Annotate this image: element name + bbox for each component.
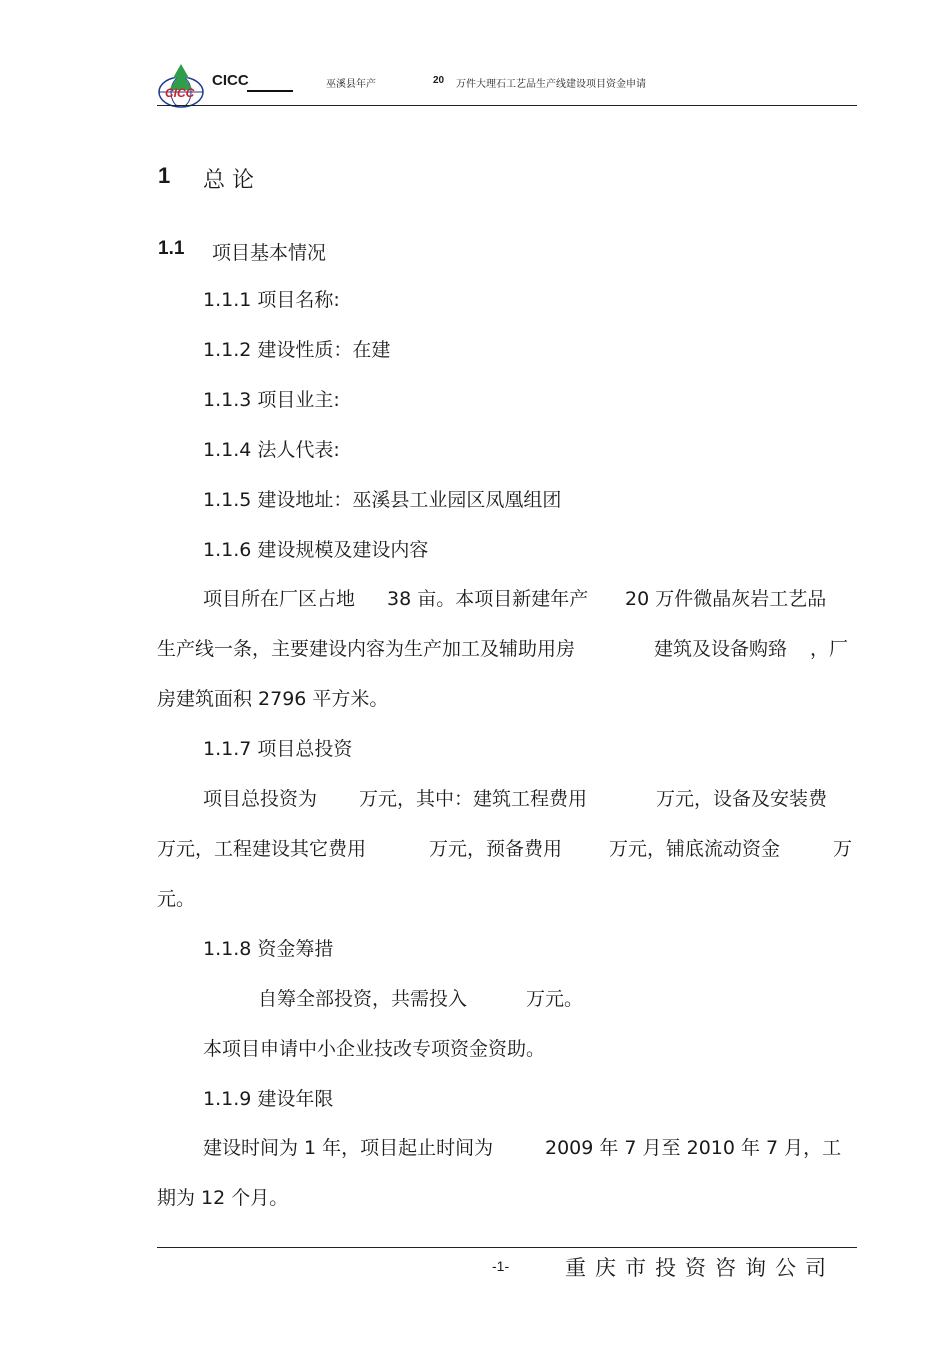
period-line1-b: 2009 年 7 月至 2010 年 7 月，工 <box>545 1137 842 1159</box>
header-title-part2: 万件大理石工艺品生产线建设项目资金申请 <box>456 79 646 90</box>
section-number: 1.1 <box>158 238 185 259</box>
invest-line1-a: 项目总投资为 <box>203 788 318 810</box>
fund-line1-a: 自筹全部投资，共需投入 <box>258 988 468 1010</box>
cicc-logo <box>155 62 211 110</box>
scale-line2-a: 生产线一条，主要建设内容为生产加工及辅助用房 <box>157 638 576 660</box>
scale-line1-a: 项目所在厂区占地 <box>203 588 356 610</box>
chapter-title: 总 论 <box>203 168 254 193</box>
period-line1-a: 建设时间为 1 年，项目起止时间为 <box>203 1137 494 1159</box>
period-line2: 期为 12 个月。 <box>157 1187 289 1209</box>
invest-line2-c: 万元，铺底流动资金 <box>609 838 781 860</box>
item-construction-period: 1.1.9 建设年限 <box>203 1088 334 1110</box>
fund-line2: 本项目申请中小企业技改专项资金资助。 <box>203 1038 546 1060</box>
header-brand: CICC <box>212 72 249 89</box>
page-number: -1- <box>492 1258 510 1274</box>
scale-line1-b: 38 亩。本项目新建年产 <box>387 588 589 610</box>
footer-rule <box>157 1247 857 1248</box>
header-title-part1: 巫溪县年产 <box>326 79 376 90</box>
invest-line2-d: 万 <box>833 838 853 860</box>
item-construction-nature: 1.1.2 建设性质：在建 <box>203 339 391 361</box>
fund-line1-b: 万元。 <box>526 988 584 1010</box>
header-brand-underline <box>247 90 293 92</box>
invest-line2-b: 万元，预备费用 <box>429 838 563 860</box>
header-title-number: 20 <box>433 75 445 86</box>
section-title: 项目基本情况 <box>212 242 327 264</box>
invest-line1-c: 万元，设备及安装费 <box>656 788 828 810</box>
item-legal-representative: 1.1.4 法人代表: <box>203 439 340 461</box>
item-funding: 1.1.8 资金筹措 <box>203 938 334 960</box>
invest-line2-a: 万元，工程建设其它费用 <box>157 838 367 860</box>
item-project-name: 1.1.1 项目名称: <box>203 289 340 311</box>
item-project-owner: 1.1.3 项目业主: <box>203 389 340 411</box>
scale-line2-b: 建筑及设备购臵 <box>654 638 788 660</box>
scale-line3: 房建筑面积 2796 平方米。 <box>157 688 389 710</box>
scale-line1-c: 20 万件微晶灰岩工艺品 <box>625 588 827 610</box>
item-total-investment: 1.1.7 项目总投资 <box>203 738 353 760</box>
svg-text:CICC: CICC <box>165 86 195 100</box>
item-scale-and-content: 1.1.6 建设规模及建设内容 <box>203 539 429 561</box>
item-construction-site: 1.1.5 建设地址：巫溪县工业园区凤凰组团 <box>203 489 562 511</box>
invest-line3: 元。 <box>157 888 196 910</box>
invest-line1-b: 万元，其中：建筑工程费用 <box>359 788 588 810</box>
chapter-number: 1 <box>158 163 171 188</box>
scale-line2-c: ，厂 <box>810 638 849 660</box>
header-rule <box>157 105 857 106</box>
footer-company: 重庆市投资咨询公司 <box>565 1256 835 1280</box>
